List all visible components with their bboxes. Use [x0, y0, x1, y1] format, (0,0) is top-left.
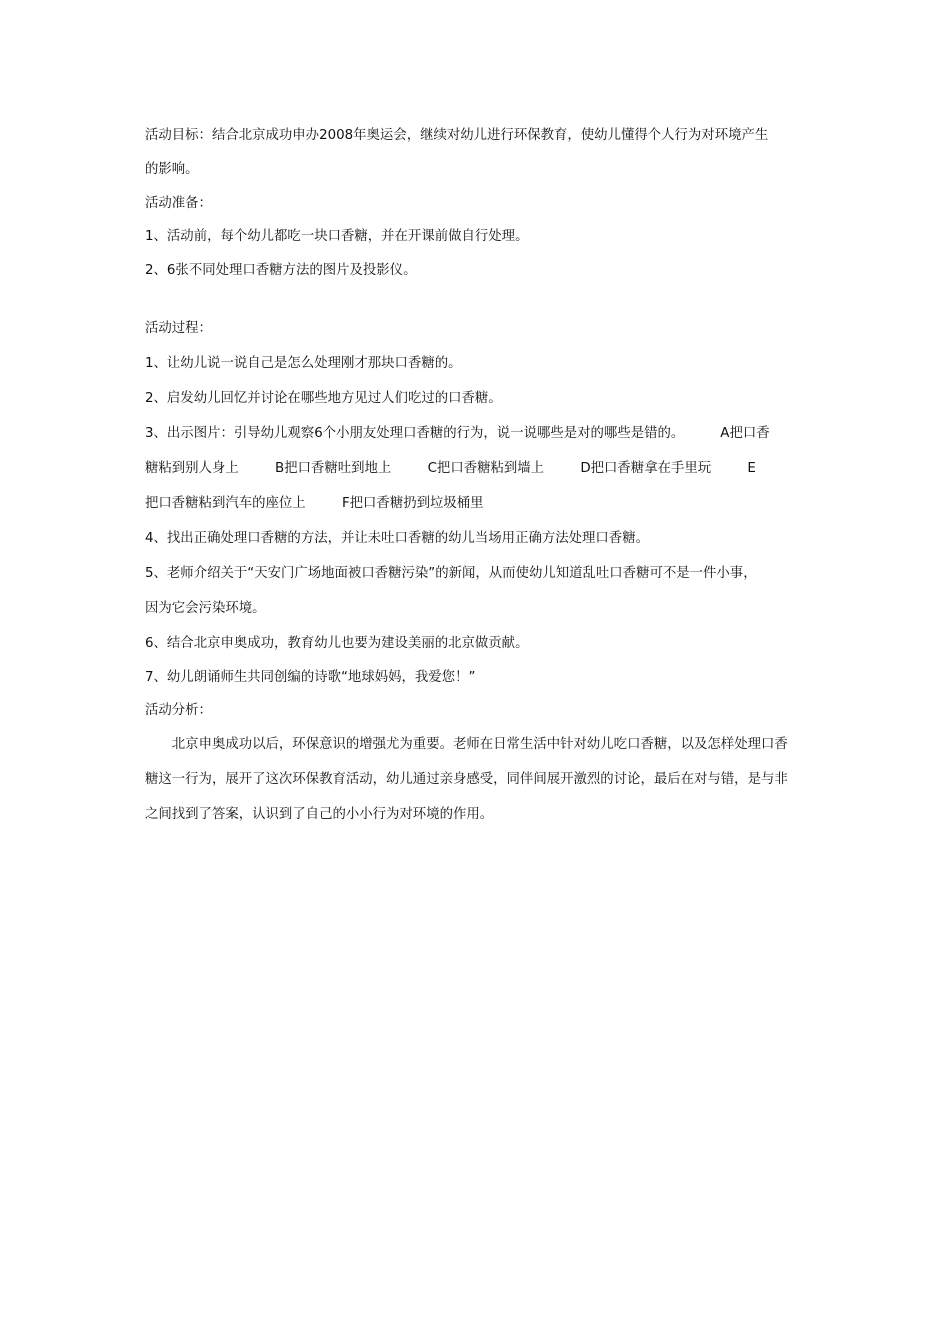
option-f: F把口香糖扔到垃圾桶里 — [341, 496, 484, 511]
process-item-3-line-3 — [145, 486, 810, 521]
process-item-6: 6、结合北京申奥成功，教育幼儿也要为建设美丽的北京做贡献。 — [145, 636, 529, 651]
process-item-5-line-2: 因为它会污染环境。 — [145, 601, 266, 616]
analysis-line-3: 之间找到了答案，认识到了自己的小小行为对环境的作用。 — [145, 807, 494, 822]
goal-line-1: 活动目标：结合北京成功申办2008年奥运会，继续对幼儿进行环保教育，使幼儿懂得个人行为对环境产生 — [145, 128, 769, 143]
option-d: D把口香糖拿在手里玩 — [580, 461, 712, 476]
option-c: C把口香糖粘到墙上 — [427, 461, 545, 476]
process-item-1: 1、让幼儿说一说自己是怎么处理刚才那块口香糖的。 — [145, 356, 462, 371]
prep-item-2: 2、6张不同处理口香糖方法的图片及投影仪。 — [145, 263, 417, 278]
process-item-2: 2、启发幼儿回忆并讨论在哪些地方见过人们吃过的口香糖。 — [145, 391, 502, 406]
option-b: B把口香糖吐到地上 — [275, 461, 392, 476]
prep-heading: 活动准备： — [145, 196, 212, 211]
process-item-3-line-2 — [145, 451, 810, 486]
process-heading: 活动过程： — [145, 321, 212, 336]
goal-line-2: 的影响。 — [145, 162, 199, 177]
spacer — [145, 288, 810, 312]
option-e-part-1: E — [747, 461, 756, 476]
process-item-3-line-1 — [145, 416, 810, 451]
process-item-3-text: 3、出示图片：引导幼儿观察6个小朋友处理口香糖的行为，说一说哪些是对的哪些是错的。 — [145, 426, 685, 441]
document-page — [145, 118, 810, 832]
process-item-7: 7、幼儿朗诵师生共同创编的诗歌“地球妈妈，我爱您！” — [145, 670, 476, 685]
process-item-4: 4、找出正确处理口香糖的方法，并让未吐口香糖的幼儿当场用正确方法处理口香糖。 — [145, 531, 649, 546]
option-a-part-2: 糖粘到别人身上 — [145, 461, 239, 476]
analysis-line-2: 糖这一行为，展开了这次环保教育活动，幼儿通过亲身感受，同伴间展开激烈的讨论，最后在对与错，是与非 — [145, 772, 788, 787]
process-item-5-line-1: 5、老师介绍关于“天安门广场地面被口香糖污染”的新闻，从而使幼儿知道乱吐口香糖可不是一件小事， — [145, 566, 757, 581]
analysis-heading: 活动分析： — [145, 703, 212, 718]
analysis-line-1: 北京申奥成功以后，环保意识的增强尤为重要。老师在日常生活中针对幼儿吃口香糖，以及怎样处理口香 — [171, 737, 788, 752]
prep-item-1: 1、活动前，每个幼儿都吃一块口香糖，并在开课前做自行处理。 — [145, 229, 529, 244]
option-e-part-2: 把口香糖粘到汽车的座位上 — [145, 496, 306, 511]
option-a-part-1: A把口香 — [720, 426, 770, 441]
